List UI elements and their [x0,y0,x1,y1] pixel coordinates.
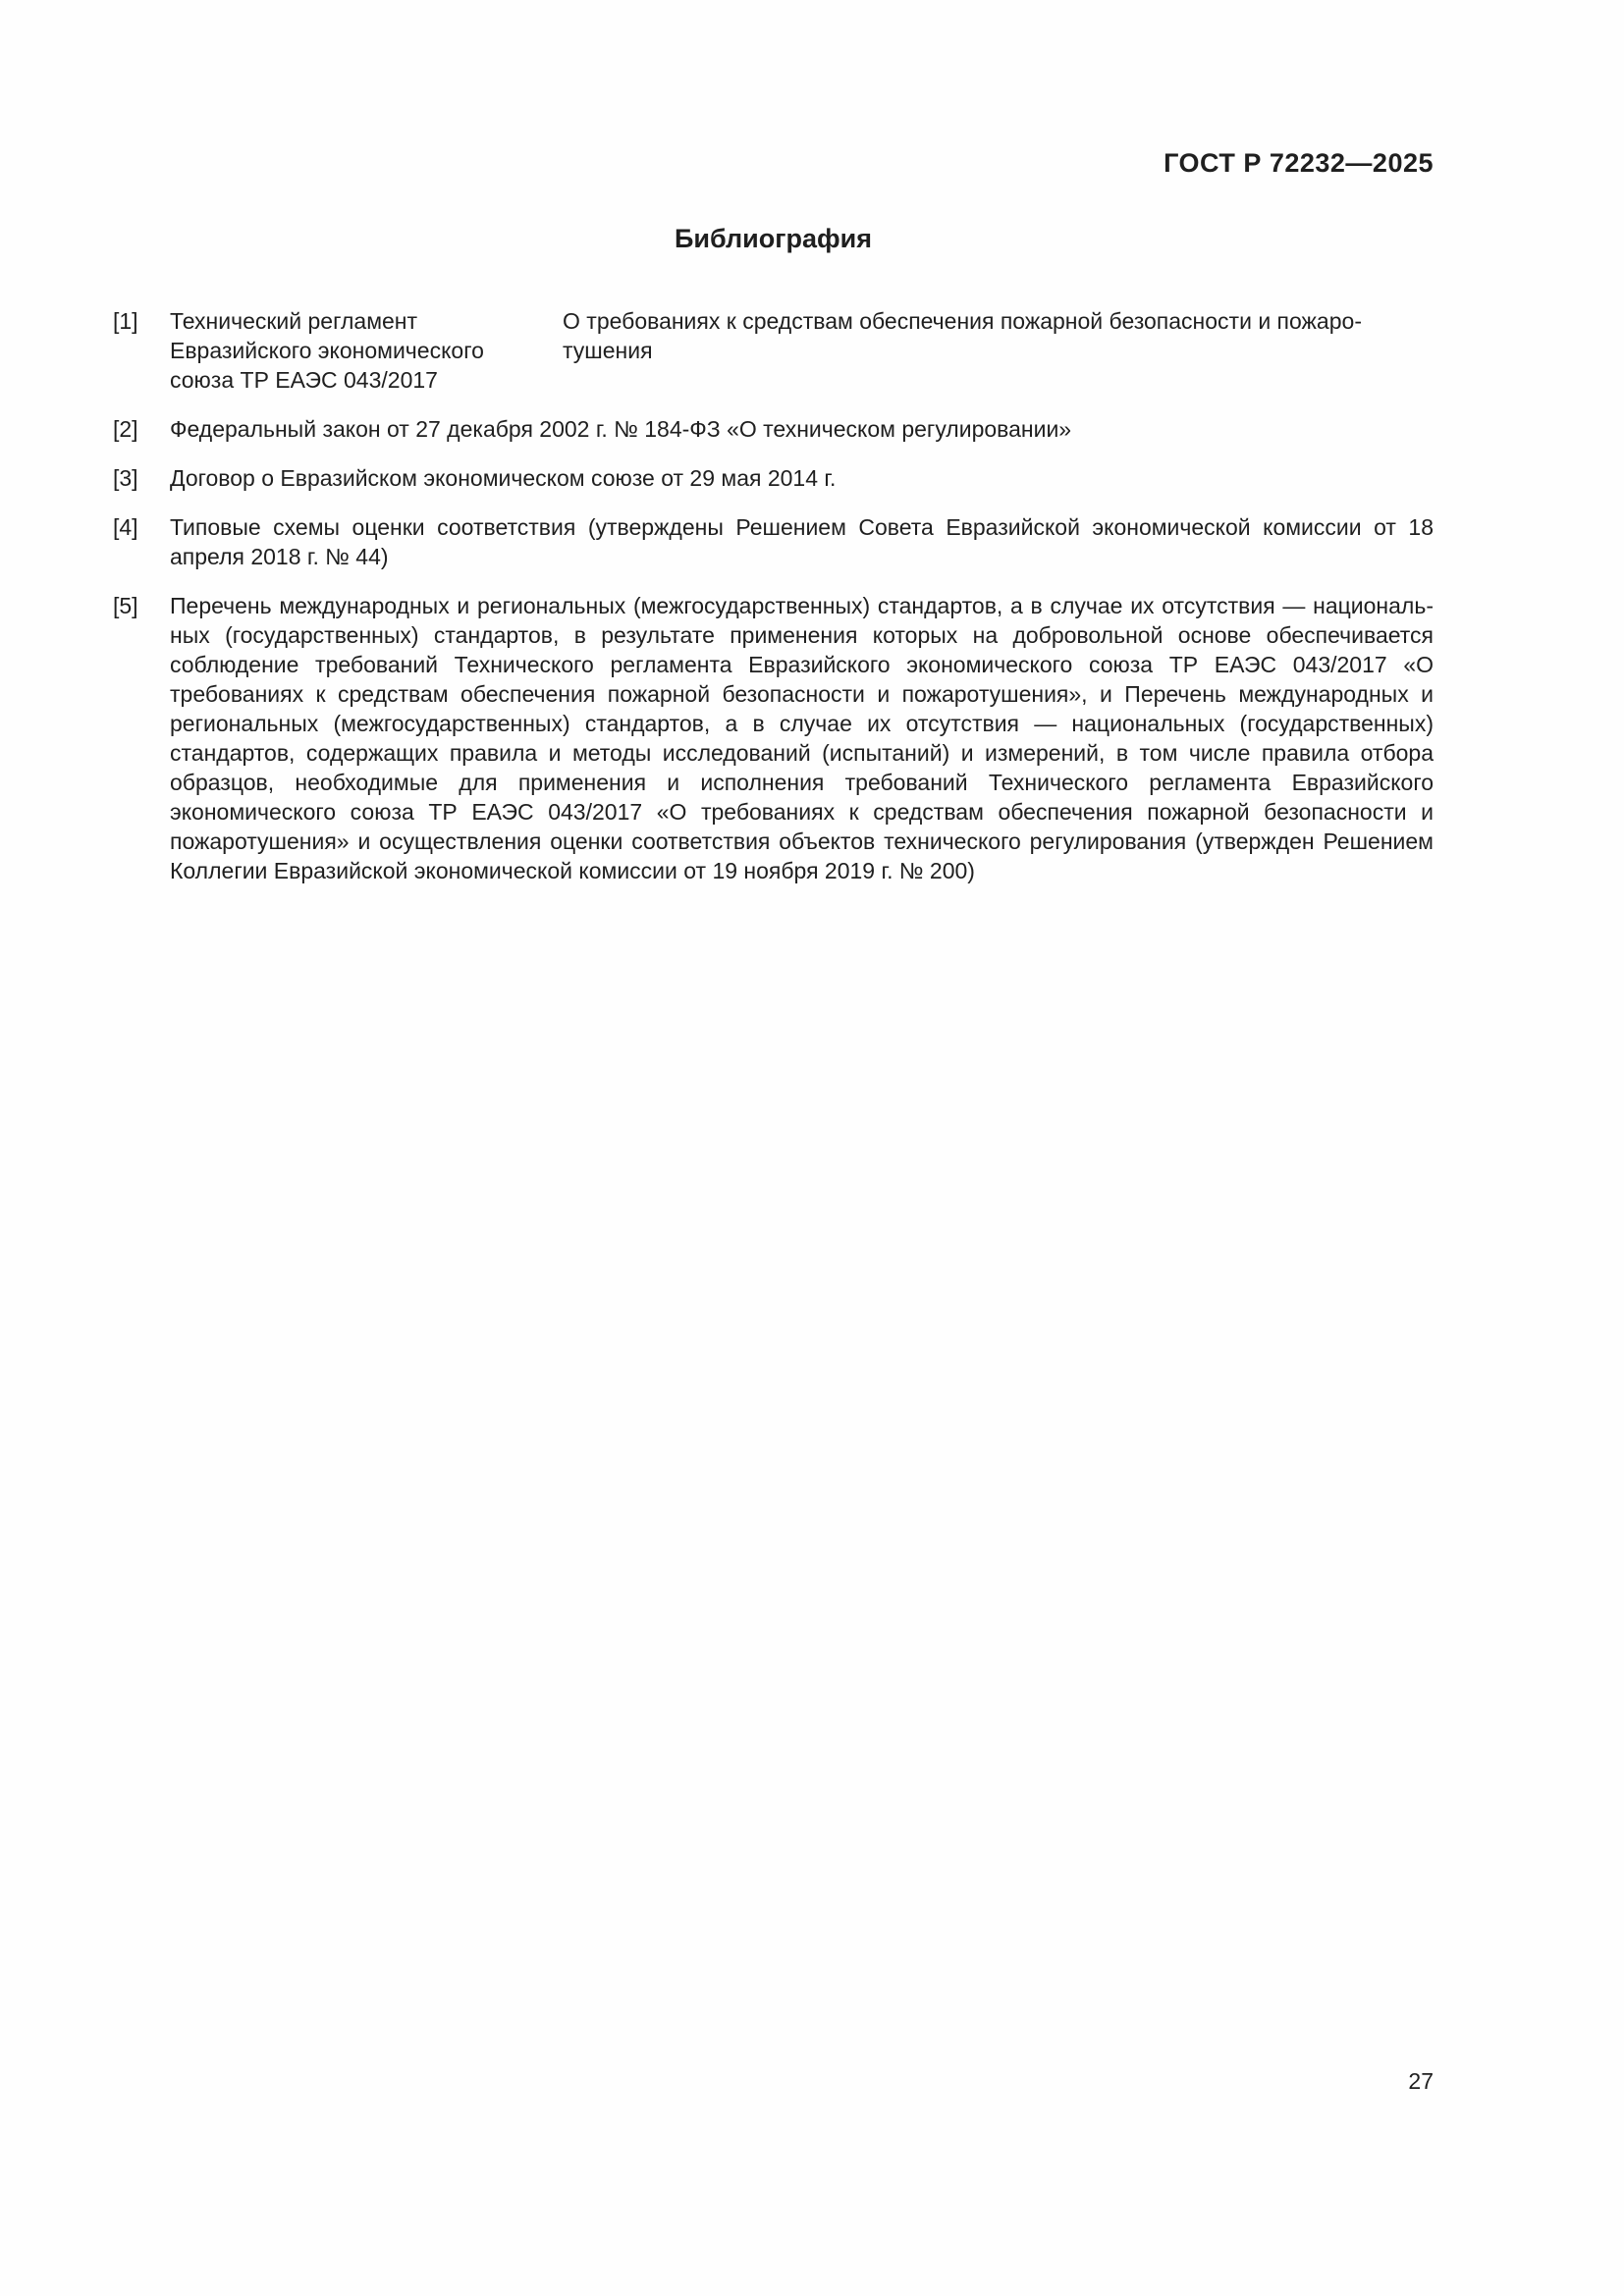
entry-text: Перечень международных и региональных (межгосударственных) стандартов, а в случае их отсутствия — национальных (государственных) стандартов, в результате применения которых на добровольной основе обеспечивается соблюдение требований Технического регламента Евразийского экономического союза ТР ЕАЭС 043/2017 «О требованиях к средствам обеспечения пожарной безопасности и пожаротушения», и Перечень международных и региональных (межгосударственных) стандартов, а в случае их отсутствия — национальных (государственных) стандартов, содержащих правила и методы исследований (испытаний) и измерений, в том числе правила отбора образцов, необходимые для применения и исполнения требований Технического регламента Евразийского экономического союза ТР ЕАЭС 043/2017 «О требованиях к средствам обеспечения пожарной безопасности и пожаротушения» и осуществления оценки соответствия объектов технического регулирования (утвержден Решением Коллегии Евразийской экономической комиссии от 19 ноября 2019 г. № 200) [170,593,1434,883]
page-title: Библиография [675,224,872,253]
entry-number: [2] [113,416,138,442]
entry-number: [1] [113,308,138,334]
entry-columns [170,306,1434,395]
entry-number: [5] [113,593,138,618]
bibliography-list [113,306,1434,885]
entry-number: [3] [113,465,138,491]
entry-reference: Технический регламент Евразийского экономического союза ТР ЕАЭС 043/2017 [170,308,484,393]
bibliography-entry-2 [113,414,1434,444]
bibliography-entry-4 [113,512,1434,571]
document-code-header: ГОСТ Р 72232—2025 [1164,148,1434,178]
bibliography-entry-1 [113,306,1434,395]
page-number: 27 [1408,2068,1434,2094]
entry-number: [4] [113,514,138,540]
entry-body [170,306,1434,395]
entry-description: О требованиях к средствам обеспечения пожарной безопасности и пожаротушения [563,308,1362,363]
entry-text: Типовые схемы оценки соответствия (утверждены Решением Совета Евразийской экономической комиссии от 18 апреля 2018 г. № 44) [170,514,1434,569]
entry-text: Договор о Евразийском экономическом союзе от 29 мая 2014 г. [170,465,837,491]
bibliography-entry-5 [113,591,1434,885]
bibliography-entry-3 [113,463,1434,493]
entry-text: Федеральный закон от 27 декабря 2002 г. № 184-ФЗ «О техническом регулировании» [170,416,1072,442]
